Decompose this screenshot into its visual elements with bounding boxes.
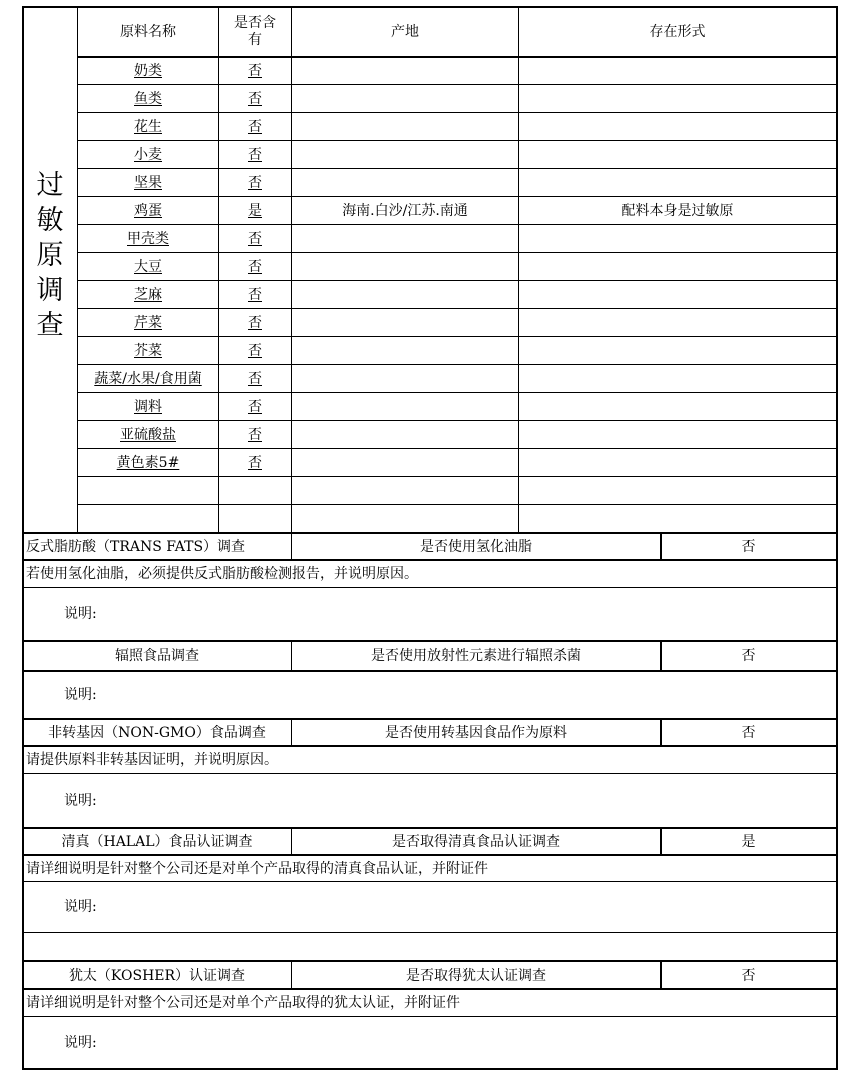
row-form [519,85,836,112]
row-origin [292,393,518,420]
trans-fats-title: 反式脂肪酸（TRANS FATS）调查 [26,539,246,555]
grid-line [22,854,838,856]
row-material-name: 蔬菜/水果/食用菌 [94,370,202,387]
header-form: 存在形式 [649,24,706,40]
halal-answer: 是 [741,833,756,850]
kosher-question: 是否取得犹太认证调查 [406,968,546,984]
row-origin [292,281,518,308]
trans-fats-explain-label: 说明: [64,606,97,622]
grid-line [77,420,838,421]
grid-line [22,773,838,774]
halal-title: 清真（HALAL）食品认证调查 [61,833,253,850]
non-gmo-note: 请提供原料非转基因证明，并说明原因。 [26,752,278,768]
row-material-name: 鱼类 [134,90,162,107]
grid-line [77,336,838,337]
row-origin [292,141,518,168]
grid-line [22,932,838,933]
row-material-name [78,477,218,504]
kosher-answer: 否 [741,968,756,984]
non-gmo-question: 是否使用转基因食品作为原料 [385,725,567,741]
irradiation-answer: 否 [741,648,756,664]
grid-line [22,587,838,588]
row-material-name: 坚果 [134,174,162,191]
grid-line [77,6,78,533]
row-contains: 否 [248,454,262,471]
row-contains: 否 [248,62,262,79]
grid-line [291,827,292,855]
row-origin [292,253,518,280]
grid-line [77,476,838,477]
row-material-name: 大豆 [134,258,162,275]
non-gmo-answer: 否 [741,725,756,741]
row-origin [292,113,518,140]
title-char: 调 [36,275,64,306]
row-form [519,57,836,84]
grid-line [660,827,662,855]
row-material-name [78,505,218,532]
row-contains: 否 [248,342,262,359]
row-origin [292,169,518,196]
grid-line [660,718,662,746]
row-contains: 否 [248,370,262,387]
row-form [519,365,836,392]
kosher-title: 犹太（KOSHER）认证调查 [68,968,246,984]
halal-question: 是否取得清真食品认证调查 [392,833,560,850]
grid-line [77,224,838,225]
row-material-name: 芹菜 [134,314,162,331]
grid-line [77,84,838,85]
row-contains: 否 [248,314,262,331]
grid-line [77,308,838,309]
grid-line [77,280,838,281]
row-form [519,253,836,280]
row-origin [292,365,518,392]
row-contains: 否 [248,118,262,135]
row-origin [292,337,518,364]
grid-line [77,168,838,169]
grid-line [22,1016,838,1017]
title-char: 敏 [36,205,64,236]
row-origin [292,309,518,336]
halal-note: 请详细说明是针对整个公司还是对单个产品取得的清真食品认证，并附证件 [26,860,488,877]
grid-line [22,532,838,534]
kosher-note: 请详细说明是针对整个公司还是对单个产品取得的犹太认证，并附证件 [26,995,460,1011]
grid-line [77,112,838,113]
grid-line [22,559,838,561]
kosher-explain-label: 说明: [64,1035,97,1051]
grid-line [291,718,292,746]
grid-line [291,532,292,560]
row-form [519,477,836,504]
row-material-name: 奶类 [134,62,162,79]
grid-line [291,6,292,533]
row-material-name: 鸡蛋 [134,202,162,219]
row-material-name: 调料 [134,398,162,415]
title-char: 原 [36,240,64,271]
row-contains: 否 [248,230,262,247]
grid-line [291,640,292,670]
row-contains: 否 [248,174,262,191]
irradiation-explain-label: 说明: [64,687,97,703]
row-origin [292,505,518,532]
grid-line [22,881,838,882]
row-origin [292,57,518,84]
non-gmo-title: 非转基因（NON-GMO）食品调查 [48,725,266,741]
non-gmo-explain-label: 说明: [64,793,97,809]
row-contains: 否 [248,146,262,163]
grid-line [77,56,838,58]
row-contains: 否 [248,398,262,415]
trans-fats-note: 若使用氢化油脂，必须提供反式脂肪酸检测报告，并说明原因。 [26,566,418,582]
row-form [519,505,836,532]
header-material-name: 原料名称 [120,24,176,40]
grid-line [77,448,838,449]
row-contains [219,477,291,504]
row-form [519,421,836,448]
grid-line [77,504,838,505]
row-material-name: 花生 [134,118,162,135]
row-form [519,393,836,420]
row-form [519,309,836,336]
grid-line [22,960,838,962]
row-contains: 否 [248,426,262,443]
row-origin [292,225,518,252]
grid-line [77,364,838,365]
grid-line [77,392,838,393]
grid-line [660,532,662,560]
row-contains: 否 [248,90,262,107]
grid-line [22,670,838,672]
row-form [519,337,836,364]
row-origin: 海南.白沙/江苏.南通 [342,202,468,219]
row-form [519,281,836,308]
row-form [519,225,836,252]
grid-line [77,252,838,253]
row-material-name: 亚硫酸盐 [120,426,176,443]
row-contains: 是 [248,202,262,219]
row-form: 配料本身是过敏原 [621,202,734,219]
row-material-name: 黄色素5# [116,454,180,471]
row-contains: 否 [248,258,262,275]
row-material-name: 芝麻 [134,286,162,303]
grid-line [660,960,662,989]
row-material-name: 甲壳类 [127,230,169,247]
row-form [519,449,836,476]
irradiation-question: 是否使用放射性元素进行辐照杀菌 [371,648,581,664]
header-contains [219,8,291,56]
grid-line [218,6,219,533]
row-material-name: 芥菜 [134,342,162,359]
grid-line [22,988,838,990]
grid-line [77,196,838,197]
row-origin [292,477,518,504]
grid-line [22,718,838,720]
grid-line [77,140,838,141]
row-contains: 否 [248,286,262,303]
header-origin: 产地 [391,24,419,40]
trans-fats-answer: 否 [741,539,756,555]
row-origin [292,449,518,476]
grid-line [518,6,519,533]
grid-line [22,640,838,642]
header-contains-line: 有 [248,32,262,48]
halal-explain-label: 说明: [64,899,97,915]
grid-line [291,960,292,989]
row-contains [219,505,291,532]
title-char: 过 [36,170,64,201]
grid-line [22,827,838,829]
grid-line [660,640,662,670]
row-material-name: 小麦 [134,146,162,163]
allergen-survey-title [24,168,76,343]
row-form [519,141,836,168]
row-form [519,169,836,196]
row-origin [292,421,518,448]
grid-line [22,745,838,747]
trans-fats-question: 是否使用氢化油脂 [420,539,532,555]
row-form [519,113,836,140]
row-origin [292,85,518,112]
irradiation-title: 辐照食品调查 [115,648,199,664]
title-char: 查 [36,310,64,341]
header-contains-line: 是否含 [234,15,276,31]
